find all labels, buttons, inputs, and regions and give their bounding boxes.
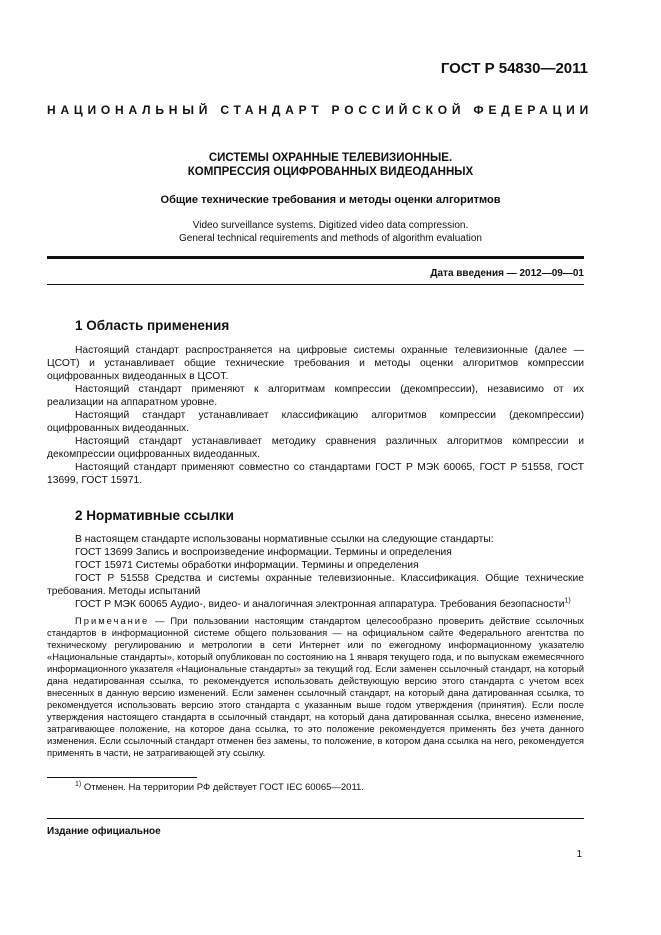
footer-rule xyxy=(47,818,584,819)
page-number: 1 xyxy=(576,849,582,860)
section-2-body xyxy=(47,533,584,611)
paragraph: Настоящий стандарт устанавливает классификацию алгоритмов компрессии (декомпрессии) оцифрованных видеоданных. xyxy=(47,410,584,434)
footnote-text: Отменен. На территории РФ действует ГОСТ IEC 60065—2011. xyxy=(81,782,364,793)
reference-item: ГОСТ 15971 Системы обработки информации. Термины и определения xyxy=(75,560,419,571)
title-line-1: СИСТЕМЫ ОХРАННЫЕ ТЕЛЕВИЗИОННЫЕ. xyxy=(208,152,453,164)
section-2-heading: 2 Нормативные ссылки xyxy=(75,508,234,523)
title-line-2: КОМПРЕССИЯ ОЦИФРОВАННЫХ ВИДЕОДАННЫХ xyxy=(187,166,474,178)
paragraph: В настоящем стандарте использованы нормативные ссылки на следующие стандарты: xyxy=(75,534,494,545)
header-rule xyxy=(47,256,584,259)
paragraph: Настоящий стандарт применяют совместно со стандартами ГОСТ Р МЭК 60065, ГОСТ Р 51558, ГОСТ 13699, ГОСТ 15971. xyxy=(47,462,584,486)
reference-item: ГОСТ Р 51558 Средства и системы охранные телевизионные. Классификация. Общие технические требования. Методы испытаний xyxy=(47,573,584,597)
reference-item xyxy=(47,598,584,611)
gost-number: ГОСТ Р 54830—2011 xyxy=(440,60,588,77)
note-text: — При пользовании настоящим стандартом целесообразно проверить действие ссылочных стандартов в информационной системе общего пользования — на официальном сайте Федерального агентства по техническому регулированию и метрологии в сети Интернет или по ежегодному информационному указателю «Национальные стандарты», который опубликован по состоянию на 1 января текущего года, и по выпускам ежемесячного информационного указателя «Национальные стандарты» за текущий год. Если заменен ссылочный стандарт, на который дана недатированная ссылка, то рекомендуется использовать действующую версию этого стандарта с учетом всех внесенных в данную версию изменений. Если заменен ссылочный стандарт, на который дана датированная ссылка, то рекомендуется использовать версию этого стандарта с указанным выше годом утверждения (принятия). Если после утверждения настоящего стандарта в ссылочный стандарт, на который дана датированная ссылка, внесено изменение, затрагивающее положение, на которое дана ссылка, то это положение рекомендуется применять без учета данного изменения. Если ссылочный стандарт отменен без замены, то положение, в котором дана ссылка на него, рекомендуется применять в части, не затрагивающей эту ссылку. xyxy=(47,615,584,758)
paragraph: Настоящий стандарт устанавливает методику сравнения различных алгоритмов компрессии и декомпрессии оцифрованных видеоданных. xyxy=(47,436,584,460)
paragraph: Настоящий стандарт распространяется на цифровые системы охранные телевизионные (далее — ЦСОТ) и устанавливает общие технические требования и методы оценки алгоритмов компрессии оцифрованных видеоданных в ЦСОТ. xyxy=(47,345,584,382)
english-title-line-1: Video surveillance systems. Digitized video data compression. xyxy=(192,220,469,231)
section-1-heading: 1 Область применения xyxy=(75,318,230,333)
reference-text: ГОСТ Р МЭК 60065 Аудио-, видео- и аналогичная электронная аппаратура. Требования безопасности xyxy=(75,599,565,610)
date-rule xyxy=(47,284,584,285)
english-title-line-2: General technical requirements and methods of algorithm evaluation xyxy=(179,233,482,244)
national-standard-heading: НАЦИОНАЛЬНЫЙ СТАНДАРТ РОССИЙСКОЙ ФЕДЕРАЦИИ xyxy=(47,103,594,117)
footnote-mark: 1) xyxy=(564,597,571,605)
note xyxy=(47,615,584,759)
reference-item: ГОСТ 13699 Запись и воспроизведение информации. Термины и определения xyxy=(75,547,452,558)
section-1-body xyxy=(47,344,584,487)
footnote-mark: 1) xyxy=(75,780,82,788)
footnote xyxy=(75,782,364,793)
footnote-rule xyxy=(47,777,197,778)
note-paragraph xyxy=(47,615,584,759)
date-of-introduction: Дата введения — 2012—09—01 xyxy=(430,268,584,279)
note-label: Примечание xyxy=(75,615,150,626)
edition-label: Издание официальное xyxy=(47,826,161,837)
paragraph: Настоящий стандарт применяют к алгоритмам компрессии (декомпрессии), независимо от их реализации на аппаратном уровне. xyxy=(47,384,584,408)
subtitle: Общие технические требования и методы оценки алгоритмов xyxy=(160,194,501,206)
